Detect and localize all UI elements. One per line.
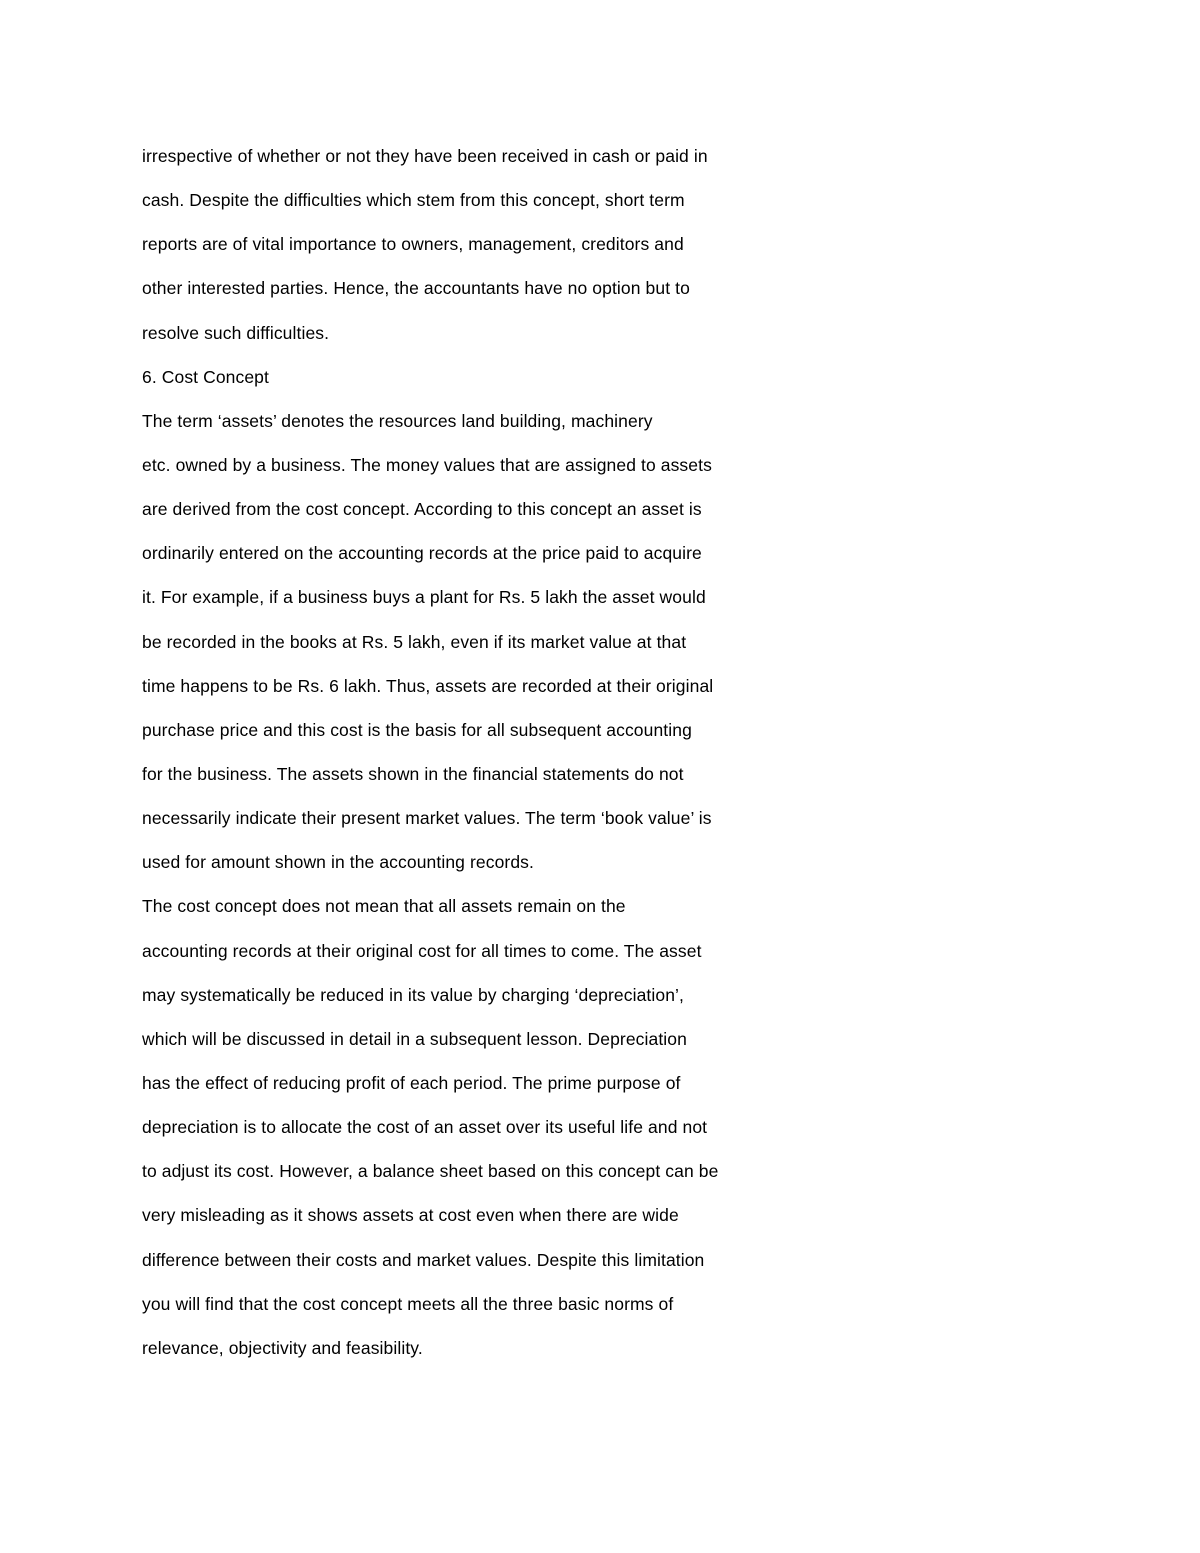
text-line: which will be discussed in detail in a subsequent lesson. Depreciation	[142, 1028, 687, 1049]
section-heading: 6. Cost Concept	[142, 366, 269, 387]
text-line: for the business. The assets shown in the financial statements do not	[142, 763, 684, 784]
text-line: it. For example, if a business buys a plant for Rs. 5 lakh the asset would	[142, 587, 706, 608]
text-line: used for amount shown in the accounting records.	[142, 852, 534, 873]
text-line: ordinarily entered on the accounting records at the price paid to acquire	[142, 543, 702, 564]
text-line: reports are of vital importance to owners, management, creditors and	[142, 234, 684, 255]
text-line: has the effect of reducing profit of each period. The prime purpose of	[142, 1072, 681, 1093]
text-line: cash. Despite the difficulties which stem from this concept, short term	[142, 190, 685, 211]
text-line: may systematically be reduced in its value by charging ‘depreciation’,	[142, 984, 684, 1005]
text-line: relevance, objectivity and feasibility.	[142, 1337, 423, 1358]
text-line: very misleading as it shows assets at cost even when there are wide	[142, 1205, 679, 1226]
text-line: accounting records at their original cost for all times to come. The asset	[142, 940, 702, 961]
text-line: irrespective of whether or not they have been received in cash or paid in	[142, 146, 708, 166]
text-line: time happens to be Rs. 6 lakh. Thus, assets are recorded at their original	[142, 675, 714, 696]
text-line: etc. owned by a business. The money values that are assigned to assets	[142, 454, 712, 475]
text-line: necessarily indicate their present market values. The term ‘book value’ is	[142, 808, 712, 829]
text-line: be recorded in the books at Rs. 5 lakh, even if its market value at that	[142, 631, 687, 652]
text-line: The term ‘assets’ denotes the resources land building, machinery	[142, 410, 653, 431]
body-text	[142, 134, 842, 1370]
text-line: are derived from the cost concept. According to this concept an asset is	[142, 499, 702, 520]
text-line: other interested parties. Hence, the accountants have no option but to	[142, 278, 690, 299]
text-line: The cost concept does not mean that all assets remain on the	[142, 896, 626, 917]
text-line: purchase price and this cost is the basis for all subsequent accounting	[142, 719, 692, 740]
text-line: difference between their costs and market values. Despite this limitation	[142, 1249, 705, 1270]
text-line: depreciation is to allocate the cost of an asset over its useful life and not	[142, 1117, 708, 1138]
text-line: to adjust its cost. However, a balance sheet based on this concept can be	[142, 1161, 719, 1182]
text-line: resolve such difficulties.	[142, 322, 330, 343]
text-line: you will find that the cost concept meets all the three basic norms of	[142, 1293, 674, 1314]
